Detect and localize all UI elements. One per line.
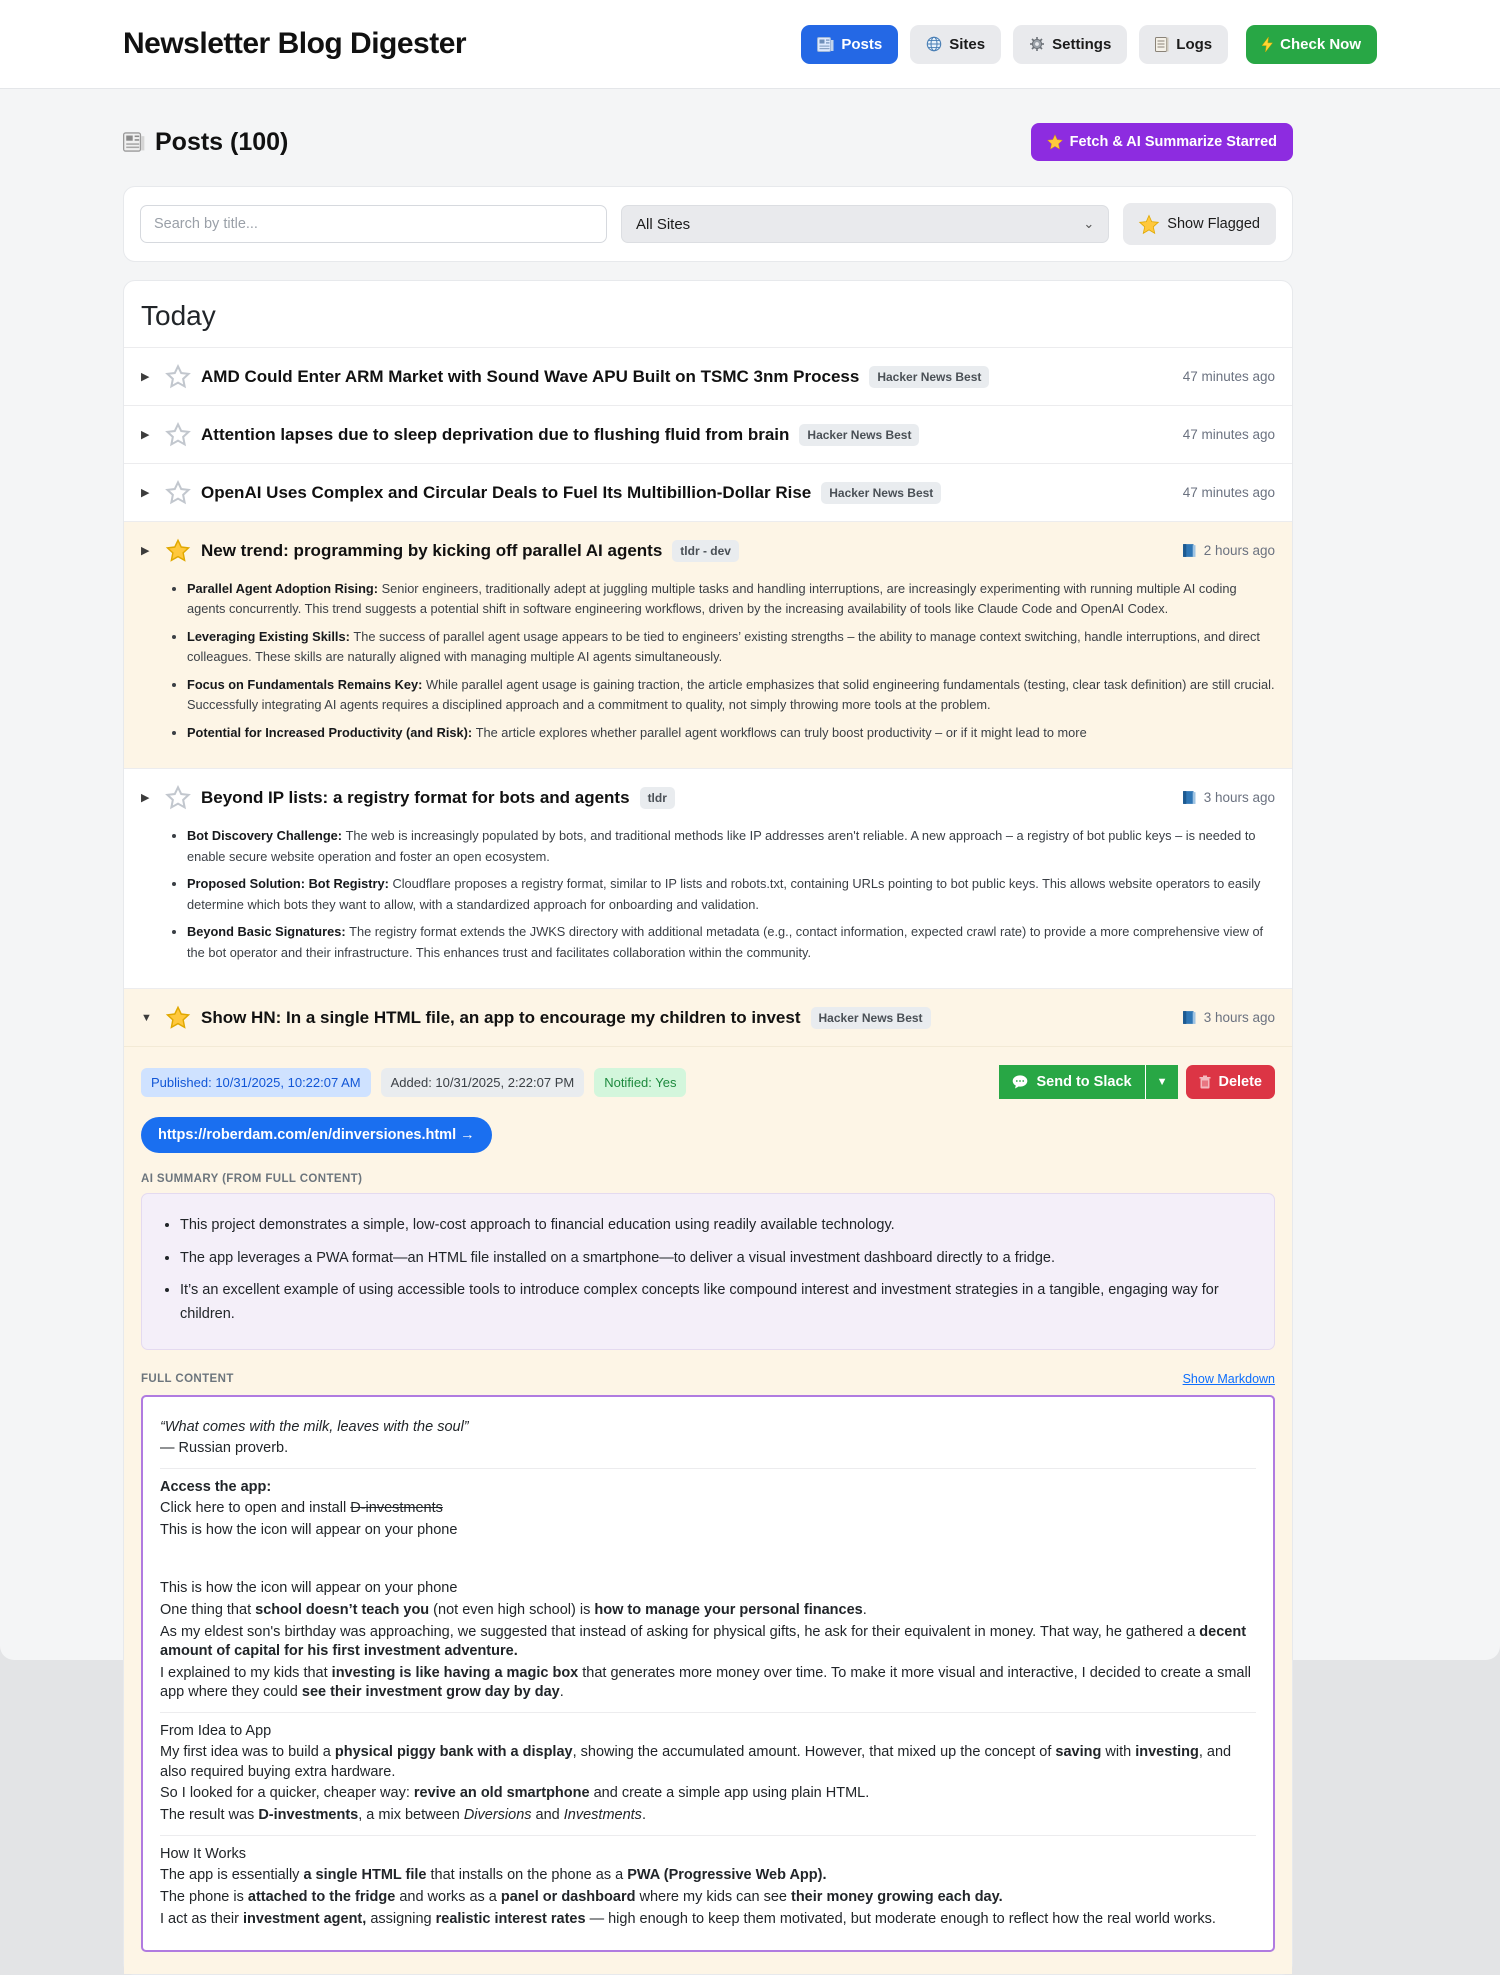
content-paragraph: As my eldest son's birthday was approaching, we suggested that instead of asking for physical gifts, he ask for their equivalent in money. That way, he gathered a decent amount of capital for his first investment adventure. [160,1624,1247,1660]
post-list [123,280,1293,1975]
book-icon [1182,543,1197,558]
ai-summary-box [141,1193,1275,1350]
summary-bullet: • Beyond Basic Signatures: The registry format extends the JWKS directory with additional metadata (e.g., contact information, expected crawl rate) to provide a more comprehensive view of the bot operator and their infrastructure. This enhances trust and facilitates collaboration within the community. [187,922,1275,963]
star-icon [1139,215,1159,234]
filter-bar [123,186,1293,262]
content-paragraph: So I looked for a quicker, cheaper way: revive an old smartphone and create a simple app using plain HTML. [160,1785,870,1802]
ai-summary-label: AI SUMMARY (FROM FULL CONTENT) [141,1173,363,1186]
tab-posts[interactable] [801,25,898,64]
published-chip: Published: 10/31/2025, 10:22:07 AM [141,1068,371,1097]
content-paragraph: “What comes with the milk, leaves with the soul” [160,1418,469,1435]
added-chip: Added: 10/31/2025, 2:22:07 PM [381,1068,585,1097]
newspaper-icon [817,37,834,52]
post-url-link[interactable]: https://roberdam.com/en/dinversiones.html → [141,1117,492,1153]
group-heading-today: Today [124,281,1292,348]
content-paragraph: This is how the icon will appear on your phone [160,1522,458,1539]
show-flagged-button[interactable] [1123,203,1276,245]
post-item-expanded [124,989,1292,1974]
summary-bullet: • Bot Discovery Challenge: The web is increasingly populated by bots, and traditional methods like IP addresses aren't reliable. A new approach – a registry of bot public keys – is needed to enable secure website operation and foster an open ecosystem. [187,826,1275,867]
star-toggle[interactable] [165,365,191,388]
source-badge: tldr [640,787,675,809]
slack-dropdown-arrow[interactable]: ▼ [1145,1065,1179,1099]
app-header [0,0,1500,89]
content-paragraph: One thing that school doesn’t teach you (not even high school) is how to manage your personal finances. [160,1602,867,1619]
page-title: Posts (100) [123,128,288,157]
source-badge: Hacker News Best [821,482,941,504]
post-title[interactable]: Attention lapses due to sleep deprivation due to flushing fluid from brain [201,424,790,444]
tab-logs[interactable] [1139,25,1228,64]
post-summary [124,826,1292,988]
summary-bullet: • Parallel Agent Adoption Rising: Senior engineers, traditionally adept at juggling multiple tasks and handling interruptions, are increasingly experimenting with running multiple AI coding agents concurrently. This trend suggests a potential shift in software engineering workflows, driven by the increasing availability of tools like Claude Code and OpenAI Codex. [187,579,1275,620]
source-badge: Hacker News Best [811,1007,931,1029]
post-time: 3 hours ago [1203,1010,1275,1026]
app-title: Newsletter Blog Digester [123,27,467,60]
post-time: 47 minutes ago [1182,485,1275,500]
tab-posts-label: Posts [841,35,883,53]
expand-arrow-icon[interactable]: ▶ [141,792,150,805]
summary-bullet: • Proposed Solution: Bot Registry: Cloudflare proposes a registry format, similar to IP lists and robots.txt, containing URLs pointing to bot public keys. This allows website operators to easily determine which bots they want to allow, with a standardized approach for onboarding and validation. [187,874,1275,915]
star-toggle[interactable] [165,1006,191,1029]
expand-arrow-icon[interactable]: ▶ [141,545,150,557]
summary-bullet: • Focus on Fundamentals Remains Key: While parallel agent usage is gaining traction, the article emphasizes that solid engineering fundamentals (testing, clear task definition) are still crucial. Successfully integrating AI agents requires a disciplined approach and a commitment to quality, not simply throwing more tools at the problem. [187,675,1275,716]
summary-bullet: • It’s an excellent example of using accessible tools to introduce complex concepts like compound interest and investment strategies in a tangible, engaging way for children. [180,1279,1256,1326]
expand-arrow-icon[interactable]: ▶ [141,429,150,441]
post-time: 47 minutes ago [1182,369,1275,384]
source-badge: tldr - dev [672,540,739,562]
post-time: 2 hours ago [1203,543,1275,558]
star-toggle[interactable] [165,539,191,562]
post-time: 47 minutes ago [1182,427,1275,442]
content-divider [160,1468,1256,1469]
post-item [124,769,1292,989]
post-summary [124,579,1292,768]
star-toggle[interactable] [165,423,191,446]
content-gap [160,1543,1256,1577]
delete-label: Delete [1218,1074,1262,1091]
search-input[interactable] [140,205,607,243]
full-content-label: FULL CONTENT [141,1373,234,1386]
star-icon [1047,134,1063,150]
post-title[interactable]: Beyond IP lists: a registry format for bots and agents [201,787,630,807]
summary-bullet: • This project demonstrates a simple, low-cost approach to financial education using readily available technology. [180,1214,1256,1237]
post-time: 3 hours ago [1203,790,1275,806]
expand-arrow-icon[interactable]: ▶ [141,487,150,499]
notified-chip: Notified: Yes [594,1068,686,1097]
content-paragraph: The result was D-investments, a mix between Diversions and Investments. [160,1807,646,1824]
content-paragraph: Click here to open and install D-investments [160,1500,443,1517]
chevron-down-icon: ⌄ [1083,216,1095,231]
source-badge: Hacker News Best [869,366,989,388]
check-now-button[interactable] [1246,25,1377,64]
fetch-ai-summarize-starred-button[interactable] [1031,123,1293,161]
content-paragraph: Access the app: [160,1478,272,1495]
send-to-slack-button[interactable] [999,1065,1178,1099]
post-title[interactable]: AMD Could Enter ARM Market with Sound Wave APU Built on TSMC 3nm Process [201,366,860,386]
tab-sites-label: Sites [949,35,986,53]
content-paragraph: The app is essentially a single HTML file that installs on the phone as a PWA (Progressive Web App). [160,1867,827,1884]
content-divider [160,1835,1256,1836]
lightning-icon [1262,37,1273,52]
speech-bubble-icon [1012,1075,1028,1089]
notepad-icon [1155,36,1169,52]
post-detail-panel [124,1046,1292,1974]
content-paragraph: This is how the icon will appear on your phone [160,1580,458,1597]
tab-settings[interactable] [1013,25,1127,64]
post-title[interactable]: New trend: programming by kicking off parallel AI agents [201,540,663,560]
star-toggle[interactable] [165,786,191,809]
site-filter-value: All Sites [636,215,691,233]
post-title[interactable]: OpenAI Uses Complex and Circular Deals to Fuel Its Multibillion-Dollar Rise [201,482,812,502]
content-paragraph: My first idea was to build a physical piggy bank with a display, showing the accumulated amount. However, that mixed up the concept of saving with investing, and also required buying extra hardware. [160,1744,1232,1780]
show-flagged-label: Show Flagged [1167,216,1260,232]
content-divider [160,1712,1256,1713]
post-item [124,348,1292,406]
fetch-button-label: Fetch & AI Summarize Starred [1069,134,1277,150]
star-toggle[interactable] [165,481,191,504]
content-paragraph: How It Works [160,1845,246,1862]
summary-bullet: • Leveraging Existing Skills: The success of parallel agent usage appears to be tied to engineers’ existing strengths – the ability to manage context switching, handle interruptions, and direct colleagues. These skills are naturally aligned with managing multiple AI agents simultaneously. [187,627,1275,668]
content-paragraph: I act as their investment agent, assigning realistic interest rates — high enough to keep them motivated, but moderate enough to reflect how the real world works. [160,1910,1216,1927]
book-icon [1182,1010,1197,1025]
site-filter-select[interactable] [621,205,1109,243]
tab-logs-label: Logs [1176,35,1213,53]
expand-arrow-icon[interactable]: ▶ [141,371,150,383]
content-paragraph: The phone is attached to the fridge and works as a panel or dashboard where my kids can see their money growing each day. [160,1889,1003,1906]
content-paragraph: I explained to my kids that investing is like having a magic box that generates more money over time. To make it more visual and interactive, I decided to create a small app where they could see their investment grow day by day. [160,1665,1251,1701]
content-paragraph: — Russian proverb. [160,1440,289,1457]
tab-sites[interactable] [910,25,1001,64]
post-item [124,522,1292,769]
summary-bullet: • The app leverages a PWA format—an HTML file installed on a smartphone—to deliver a visual investment dashboard directly to a fridge. [180,1247,1256,1270]
collapse-arrow-icon[interactable]: ▼ [141,1011,152,1024]
post-item [124,406,1292,464]
summary-bullet: • Potential for Increased Productivity (and Risk): The article explores whether parallel agent workflows can truly boost productivity – or if it might lead to more [187,723,1275,743]
post-title[interactable]: Show HN: In a single HTML file, an app to encourage my children to invest [201,1007,801,1027]
post-item [124,464,1292,522]
newspaper-icon [123,132,145,152]
main-nav [801,25,1377,64]
content-paragraph: From Idea to App [160,1722,272,1739]
send-to-slack-label: Send to Slack [1036,1074,1132,1091]
trash-icon [1199,1075,1211,1089]
tab-settings-label: Settings [1052,35,1112,53]
show-markdown-link[interactable]: Show Markdown [1182,1372,1275,1387]
check-now-label: Check Now [1280,35,1361,53]
book-icon [1182,790,1197,805]
delete-button[interactable] [1186,1065,1275,1099]
full-content-box [141,1395,1275,1952]
gear-icon [1029,36,1045,52]
globe-icon [926,36,942,52]
source-badge: Hacker News Best [799,424,919,446]
